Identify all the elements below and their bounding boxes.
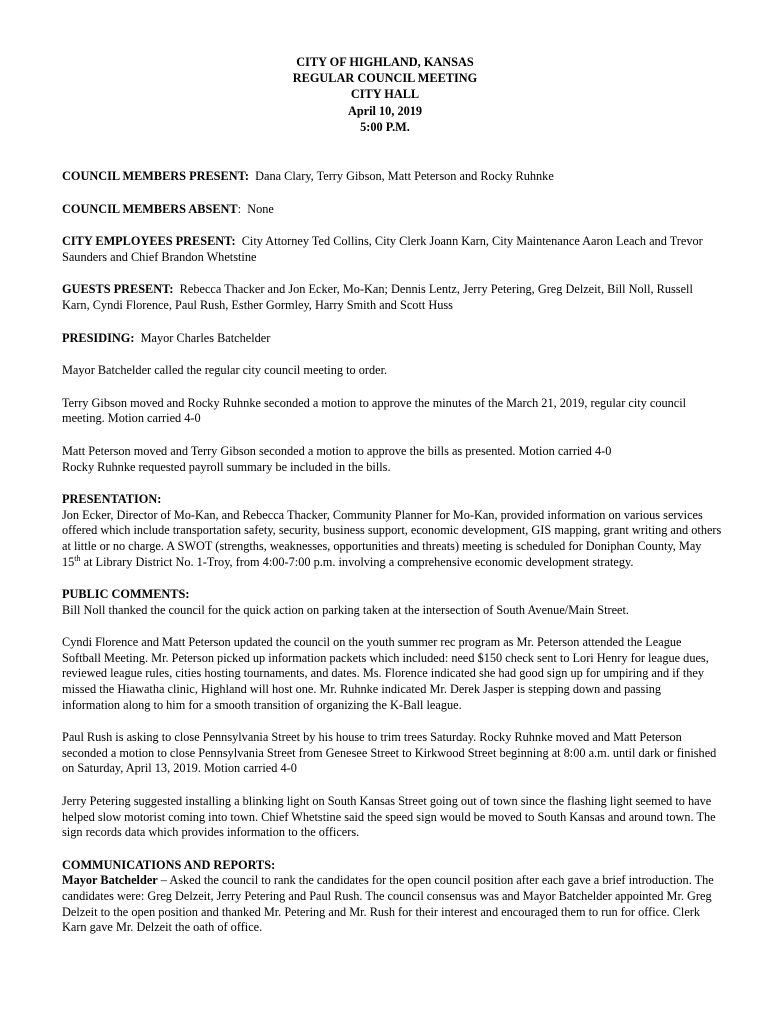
payroll-note: Rocky Ruhnke requested payroll summary be included in the bills.	[62, 459, 391, 474]
members-present-label: COUNCIL MEMBERS PRESENT:	[62, 169, 249, 183]
minutes-motion: Terry Gibson moved and Rocky Ruhnke seconded a motion to approve the minutes of the March 21, 2019, regular city council meeting. Motion carried 4-0	[62, 395, 687, 426]
bills-motion: Matt Peterson moved and Terry Gibson seconded a motion to approve the bills as presented. Motion carried 4-0	[62, 443, 612, 458]
guests-present	[62, 282, 722, 313]
presentation-text: Jon Ecker, Director of Mo-Kan, and Rebecca Thacker, Community Planner for Mo-Kan, provided information on various services offered which include transportation safety, security, business support, economic development, GIS mapping, grant writing and others at little or no charge. A SWOT (strengths, weaknesses, opportunities and threats) meeting is scheduled for Doniphan County, May 15	[62, 507, 722, 569]
header-meeting-type: REGULAR COUNCIL MEETING	[292, 71, 478, 86]
mayor-report-label: Mayor Batchelder	[62, 873, 158, 888]
bills-section	[62, 444, 722, 475]
header-city: CITY OF HIGHLAND, KANSAS	[296, 55, 474, 69]
blinking-light-comment: Jerry Petering suggested installing a blinking light on South Kansas Street going out of town since the flashing light seemed to have helped slow motorist coming into town. Chief Whetstine said the speed sign would be moved to South Kansas and around town. The sign records data which provides information to the officers.	[62, 794, 716, 840]
communications-heading: COMMUNICATIONS AND REPORTS:	[62, 857, 276, 872]
presentation-text-continued: at Library District No. 1-Troy, from 4:00-7:00 p.m. involving a comprehensive economic development strategy.	[80, 554, 634, 569]
employees-present-names: City Attorney Ted Collins, City Clerk Joann Karn, City Maintenance Aaron Leach and Trevor Saunders and Chief Brandon Whetstine	[62, 234, 703, 264]
public-comments-section	[62, 587, 722, 618]
presiding-name: Mayor Charles Batchelder	[140, 330, 271, 345]
parking-comment: Bill Noll thanked the council for the quick action on parking taken at the intersection of South Avenue/Main Street.	[62, 602, 629, 617]
members-absent	[62, 202, 722, 218]
guests-present-label: GUESTS PRESENT:	[62, 282, 174, 297]
members-present	[62, 169, 722, 185]
members-absent-names: None	[247, 201, 274, 216]
header-location: CITY HALL	[350, 87, 420, 102]
communications-section	[62, 858, 722, 936]
call-to-order: Mayor Batchelder called the regular city council meeting to order.	[62, 363, 388, 378]
guests-present-names: Rebecca Thacker and Jon Ecker, Mo-Kan; Dennis Lentz, Jerry Petering, Greg Delzeit, Bill Noll, Russell Karn, Cyndi Florence, Paul Rush, Esther Gormley, Harry Smith and Scott Huss	[62, 282, 693, 312]
employees-present	[62, 234, 722, 265]
employees-present-label: CITY EMPLOYEES PRESENT:	[62, 234, 236, 249]
members-absent-label: COUNCIL MEMBERS ABSENT	[62, 201, 238, 216]
street-closure-comment: Paul Rush is asking to close Pennsylvania Street by his house to trim trees Saturday. Rocky Ruhnke moved and Matt Peterson seconded a motion to close Pennsylvania Street from Genesee Street to Kirkwood Street beginning at 8:00 a.m. until dark or finished on Saturday, April 13, 2019. Motion carried 4-0	[62, 730, 717, 776]
header-time: 5:00 P.M.	[360, 119, 410, 134]
minutes-body	[62, 169, 722, 953]
members-present-names: Dana Clary, Terry Gibson, Matt Peterson and Rocky Ruhnke	[255, 169, 554, 183]
header-date: April 10, 2019	[347, 103, 423, 118]
presentation-superscript: th	[74, 553, 81, 563]
public-comments-heading: PUBLIC COMMENTS:	[62, 587, 190, 602]
presiding	[62, 331, 722, 347]
presiding-label: PRESIDING:	[62, 330, 135, 345]
presentation-section	[62, 492, 722, 570]
rec-program-comment: Cyndi Florence and Matt Peterson updated the council on the youth summer rec program as Mr. Peterson attended the League Softball Meeting. Mr. Peterson picked up information packets which included: need $150 check sent to Lori Henry for league dues, reviewed league rules, cities hosting tournaments, and dates. Ms. Florence indicated she had good sign up for umpiring and if they missed the Hiawatha clinic, Highland will host one. Mr. Ruhnke indicated Mr. Derek Jasper is stepping down and passing information along to him for a smooth transition of organizing the K-Ball league.	[62, 635, 709, 712]
members-absent-colon: :	[237, 201, 242, 216]
presentation-heading: PRESENTATION:	[62, 492, 162, 507]
meeting-header	[0, 54, 770, 135]
mayor-report-text: – Asked the council to rank the candidates for the open council position after each gave a brief introduction. The candidates were: Greg Delzeit, Jerry Petering and Paul Rush. The council consensus was and Mayor Batchelder appointed Mr. Greg Delzeit to the open position and thanked Mr. Petering and Mr. Rush for their interest and encouraged them to run for office. Clerk Karn gave Mr. Delzeit the oath of office.	[62, 873, 714, 935]
